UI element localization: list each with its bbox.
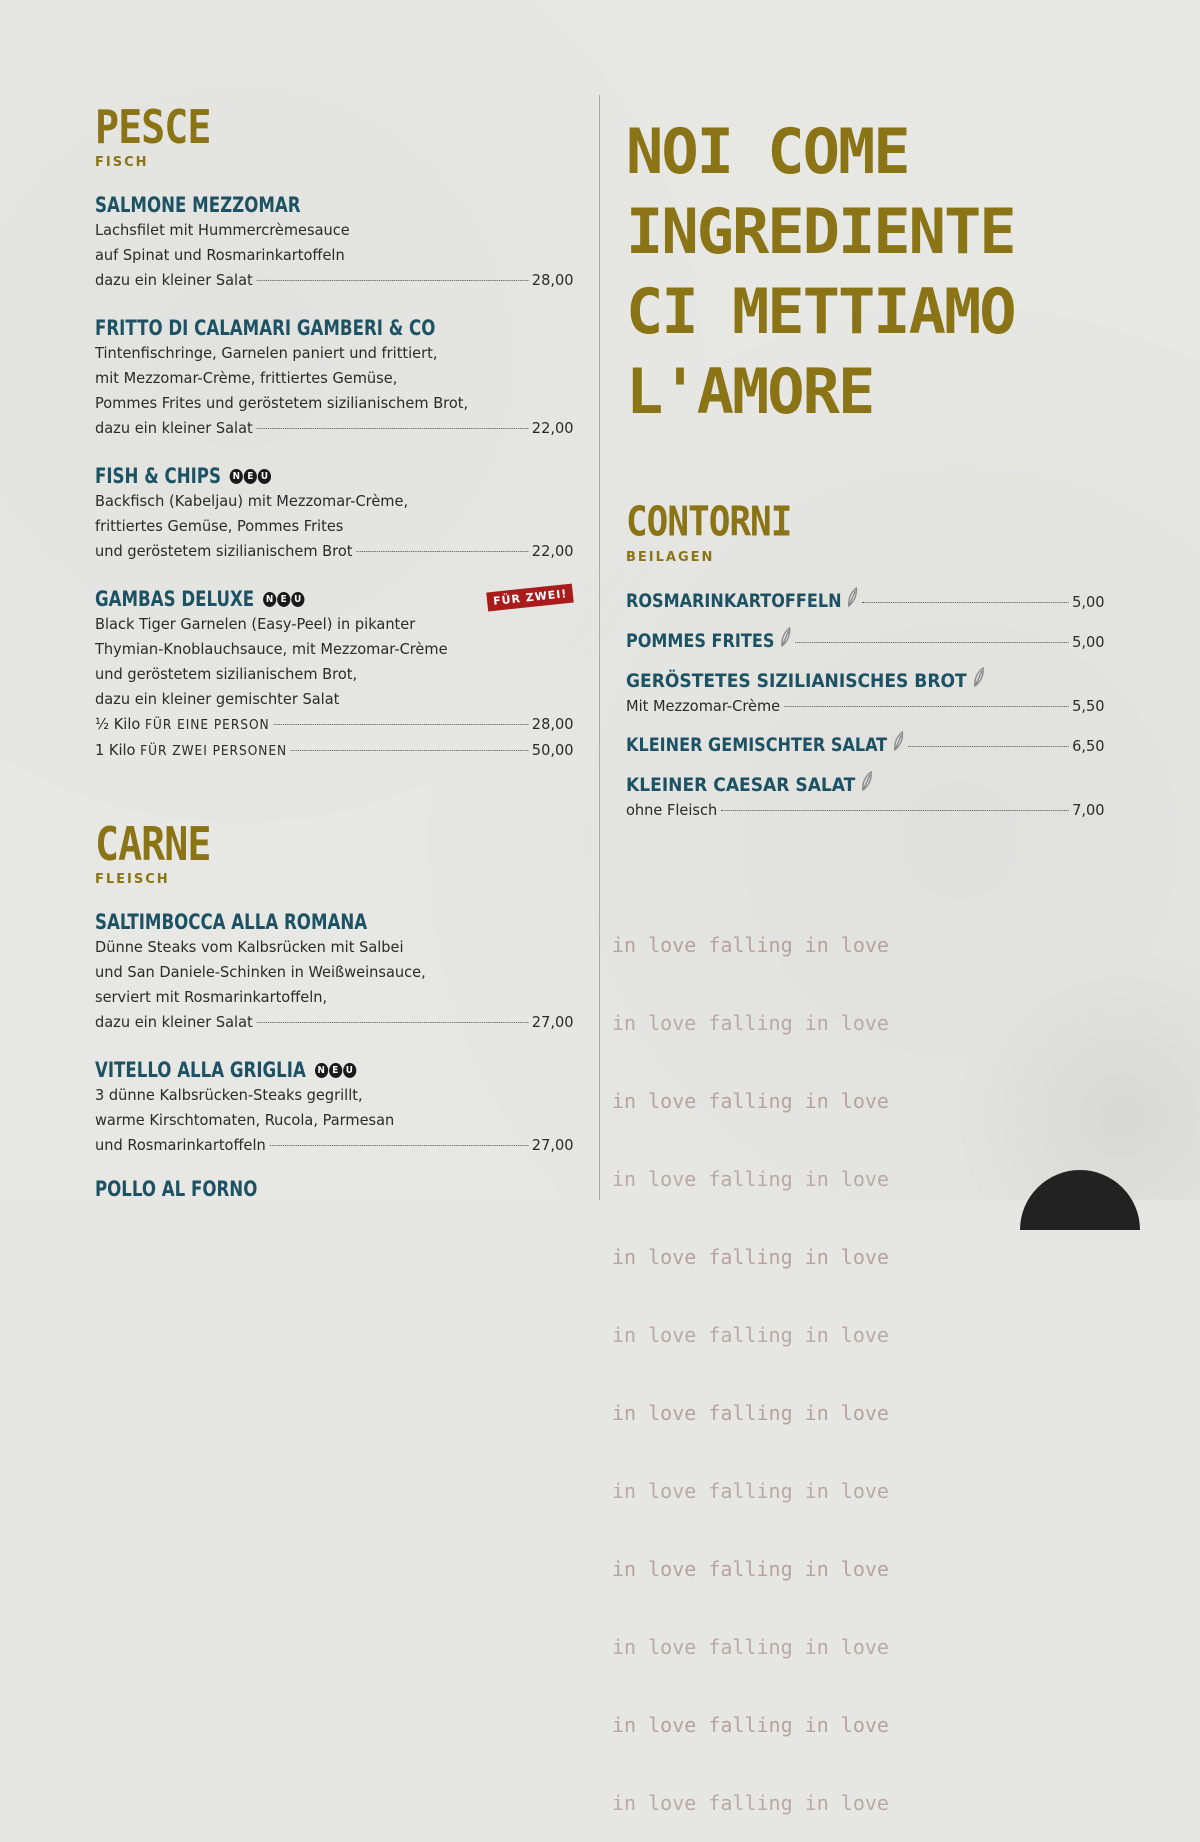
vegetarian-leaf-icon — [861, 771, 873, 791]
item-price: 22,00 — [531, 419, 574, 437]
carne-title: CARNE — [95, 818, 211, 872]
dot-leader — [291, 750, 528, 751]
neu-letter: U — [258, 469, 271, 484]
option-qty: ½ Kilo — [95, 715, 141, 733]
dot-leader — [721, 810, 1068, 811]
love-text-pattern — [612, 880, 972, 1842]
description-line: auf Spinat und Rosmarinkartoffeln — [95, 246, 345, 264]
neu-badge — [263, 592, 304, 607]
price-line — [626, 694, 1105, 719]
vegetarian-leaf-icon — [780, 627, 791, 647]
item-name: POMMES FRITES — [626, 630, 775, 652]
neu-letter: E — [277, 592, 290, 607]
contorni-item — [626, 627, 1105, 655]
item-price: 5,00 — [1072, 593, 1105, 611]
price-line — [626, 798, 1105, 823]
price-line — [95, 1010, 574, 1035]
dot-leader — [795, 642, 1068, 643]
item-price: 50,00 — [531, 741, 574, 759]
item-name: SALTIMBOCCA ALLA ROMANA — [95, 910, 368, 934]
item-name: VITELLO ALLA GRIGLIA — [95, 1058, 306, 1082]
description-line: 3 dünne Kalbsrücken-Steaks gegrillt, — [95, 1086, 363, 1104]
dot-leader — [356, 551, 528, 552]
neu-letter: N — [230, 469, 243, 484]
description-line: und geröstetem sizilianischem Brot, — [95, 665, 358, 683]
description-line: warme Kirschtomaten, Rucola, Parmesan — [95, 1111, 395, 1129]
contorni-subtitle: BEILAGEN — [626, 550, 715, 565]
carne-subtitle: FLEISCH — [95, 872, 170, 887]
decorative-photo — [940, 920, 1200, 1200]
item-name: FRITTO DI CALAMARI GAMBERI & CO — [95, 316, 436, 340]
pesce-subtitle: FISCH — [95, 155, 149, 170]
dot-leader — [257, 428, 529, 429]
description-line: Thymian-Knoblauchsauce, mit Mezzomar-Crème — [95, 640, 448, 658]
headline-line: L'AMORE — [626, 355, 874, 428]
neu-letter: U — [291, 592, 304, 607]
item-price: 27,00 — [531, 1136, 574, 1154]
description-line: Lachsfilet mit Hummercrèmesauce — [95, 221, 350, 239]
neu-letter: E — [329, 1063, 342, 1078]
item-name: ROSMARINKARTOFFELN — [626, 590, 842, 612]
love-text-line: in love falling in love — [612, 1089, 889, 1113]
menu-item — [95, 463, 573, 564]
contorni-item — [626, 667, 1104, 719]
option-qty: 1 Kilo — [95, 741, 136, 759]
headline — [626, 112, 1104, 432]
price-line — [95, 416, 574, 441]
dot-leader — [270, 1145, 529, 1146]
description-line: Pommes Frites und geröstetem sizilianischem Brot, — [95, 394, 469, 412]
item-description — [95, 935, 574, 1035]
description-line: Backfisch (Kabeljau) mit Mezzomar-Crème, — [95, 492, 409, 510]
love-text-line: in love falling in love — [612, 1011, 889, 1035]
menu-item — [95, 1057, 573, 1158]
item-name: GERÖSTETES SIZILIANISCHES BROT — [626, 670, 967, 692]
item-name: FISH & CHIPS — [95, 464, 221, 488]
vegetarian-leaf-icon — [973, 667, 985, 687]
menu-item — [95, 586, 573, 764]
for-two-badge: FÜR ZWEI! — [486, 584, 574, 612]
neu-badge — [230, 469, 271, 484]
pesce-section — [95, 101, 574, 764]
description-line: Black Tiger Garnelen (Easy-Peel) in pikanter — [95, 615, 416, 633]
description-line: und geröstetem sizilianischem Brot — [95, 542, 353, 560]
dot-leader — [257, 280, 529, 281]
menu-item — [95, 1176, 573, 1202]
option-label: FÜR EINE PERSON — [144, 718, 270, 733]
menu-item — [95, 315, 573, 441]
love-text-line: in love falling in love — [612, 1401, 889, 1425]
description-line: und San Daniele-Schinken in Weißweinsauce, — [95, 963, 426, 981]
description-line: Dünne Steaks vom Kalbsrücken mit Salbei — [95, 938, 404, 956]
headline-line: INGREDIENTE — [626, 195, 1015, 268]
item-name: KLEINER GEMISCHTER SALAT — [626, 734, 888, 756]
item-price: 5,00 — [1072, 633, 1105, 651]
dot-leader — [784, 706, 1068, 707]
item-price: 5,50 — [1072, 697, 1105, 715]
vegetarian-leaf-icon — [847, 587, 858, 607]
headline-line: NOI COME — [626, 115, 909, 188]
description-line: frittiertes Gemüse, Pommes Frites — [95, 517, 344, 535]
price-line — [95, 268, 574, 293]
description-line: dazu ein kleiner Salat — [95, 1013, 253, 1031]
item-description — [95, 489, 574, 564]
love-text-line: in love falling in love — [612, 1713, 889, 1737]
left-column — [95, 101, 574, 1202]
carne-section — [95, 818, 574, 1202]
description-line: und Rosmarinkartoffeln — [95, 1136, 266, 1154]
column-divider — [599, 95, 600, 1200]
item-description — [95, 612, 574, 764]
love-text-line: in love falling in love — [612, 1791, 889, 1815]
item-description: ohne Fleisch — [626, 801, 718, 819]
neu-letter: N — [263, 592, 276, 607]
love-text-line: in love falling in love — [612, 1323, 889, 1347]
love-text-line: in love falling in love — [612, 1167, 889, 1191]
price-line — [95, 712, 574, 738]
menu-item — [95, 909, 573, 1035]
dot-leader — [908, 746, 1068, 747]
contorni-title: CONTORNI — [626, 498, 792, 546]
contorni-section — [626, 500, 1104, 823]
item-name: GAMBAS DELUXE — [95, 587, 255, 611]
love-text-line: in love falling in love — [612, 1245, 889, 1269]
item-price: 22,00 — [531, 542, 574, 560]
contorni-item-header — [626, 771, 1104, 798]
love-text-line: in love falling in love — [612, 1479, 889, 1503]
item-description — [95, 341, 574, 441]
item-price: 28,00 — [531, 715, 574, 733]
pesce-title: PESCE — [95, 101, 211, 155]
price-line — [95, 539, 574, 564]
neu-letter: E — [244, 469, 257, 484]
item-price: 7,00 — [1072, 801, 1105, 819]
item-name: POLLO AL FORNO — [95, 1177, 258, 1201]
menu-item — [95, 192, 573, 293]
love-text-line: in love falling in love — [612, 1635, 889, 1659]
description-line: mit Mezzomar-Crème, frittiertes Gemüse, — [95, 369, 398, 387]
item-price: 28,00 — [531, 271, 574, 289]
description-line: Tintenfischringe, Garnelen paniert und frittiert, — [95, 344, 438, 362]
contorni-item — [626, 771, 1104, 823]
neu-letter: N — [315, 1063, 328, 1078]
contorni-list — [626, 587, 1104, 823]
price-line — [95, 1133, 574, 1158]
price-line — [95, 738, 574, 764]
item-name-row — [95, 1057, 575, 1083]
option-label: FÜR ZWEI PERSONEN — [140, 744, 288, 759]
description-line: serviert mit Rosmarinkartoffeln, — [95, 988, 328, 1006]
item-name-row — [95, 463, 575, 489]
contorni-item — [626, 587, 1105, 615]
headline-line: CI METTIAMO — [626, 275, 1015, 348]
dot-leader — [257, 1022, 529, 1023]
item-price: 6,50 — [1072, 737, 1105, 755]
vegetarian-leaf-icon — [893, 731, 904, 751]
photo-shape — [1020, 1170, 1140, 1230]
neu-letter: U — [343, 1063, 356, 1078]
description-line: dazu ein kleiner gemischter Salat — [95, 690, 340, 708]
dot-leader — [862, 602, 1068, 603]
item-name: SALMONE MEZZOMAR — [95, 193, 301, 217]
item-name: KLEINER CAESAR SALAT — [626, 774, 856, 796]
item-description — [95, 218, 574, 293]
item-description: Mit Mezzomar-Crème — [626, 697, 781, 715]
contorni-item — [626, 731, 1105, 759]
item-description — [95, 1083, 574, 1158]
right-column — [626, 112, 1104, 823]
love-text-line: in love falling in love — [612, 933, 889, 957]
description-line: dazu ein kleiner Salat — [95, 271, 253, 289]
contorni-item-header — [626, 667, 1104, 694]
neu-badge — [315, 1063, 356, 1078]
description-line: dazu ein kleiner Salat — [95, 419, 253, 437]
dot-leader — [273, 724, 528, 725]
love-text-line: in love falling in love — [612, 1557, 889, 1581]
item-price: 27,00 — [531, 1013, 574, 1031]
